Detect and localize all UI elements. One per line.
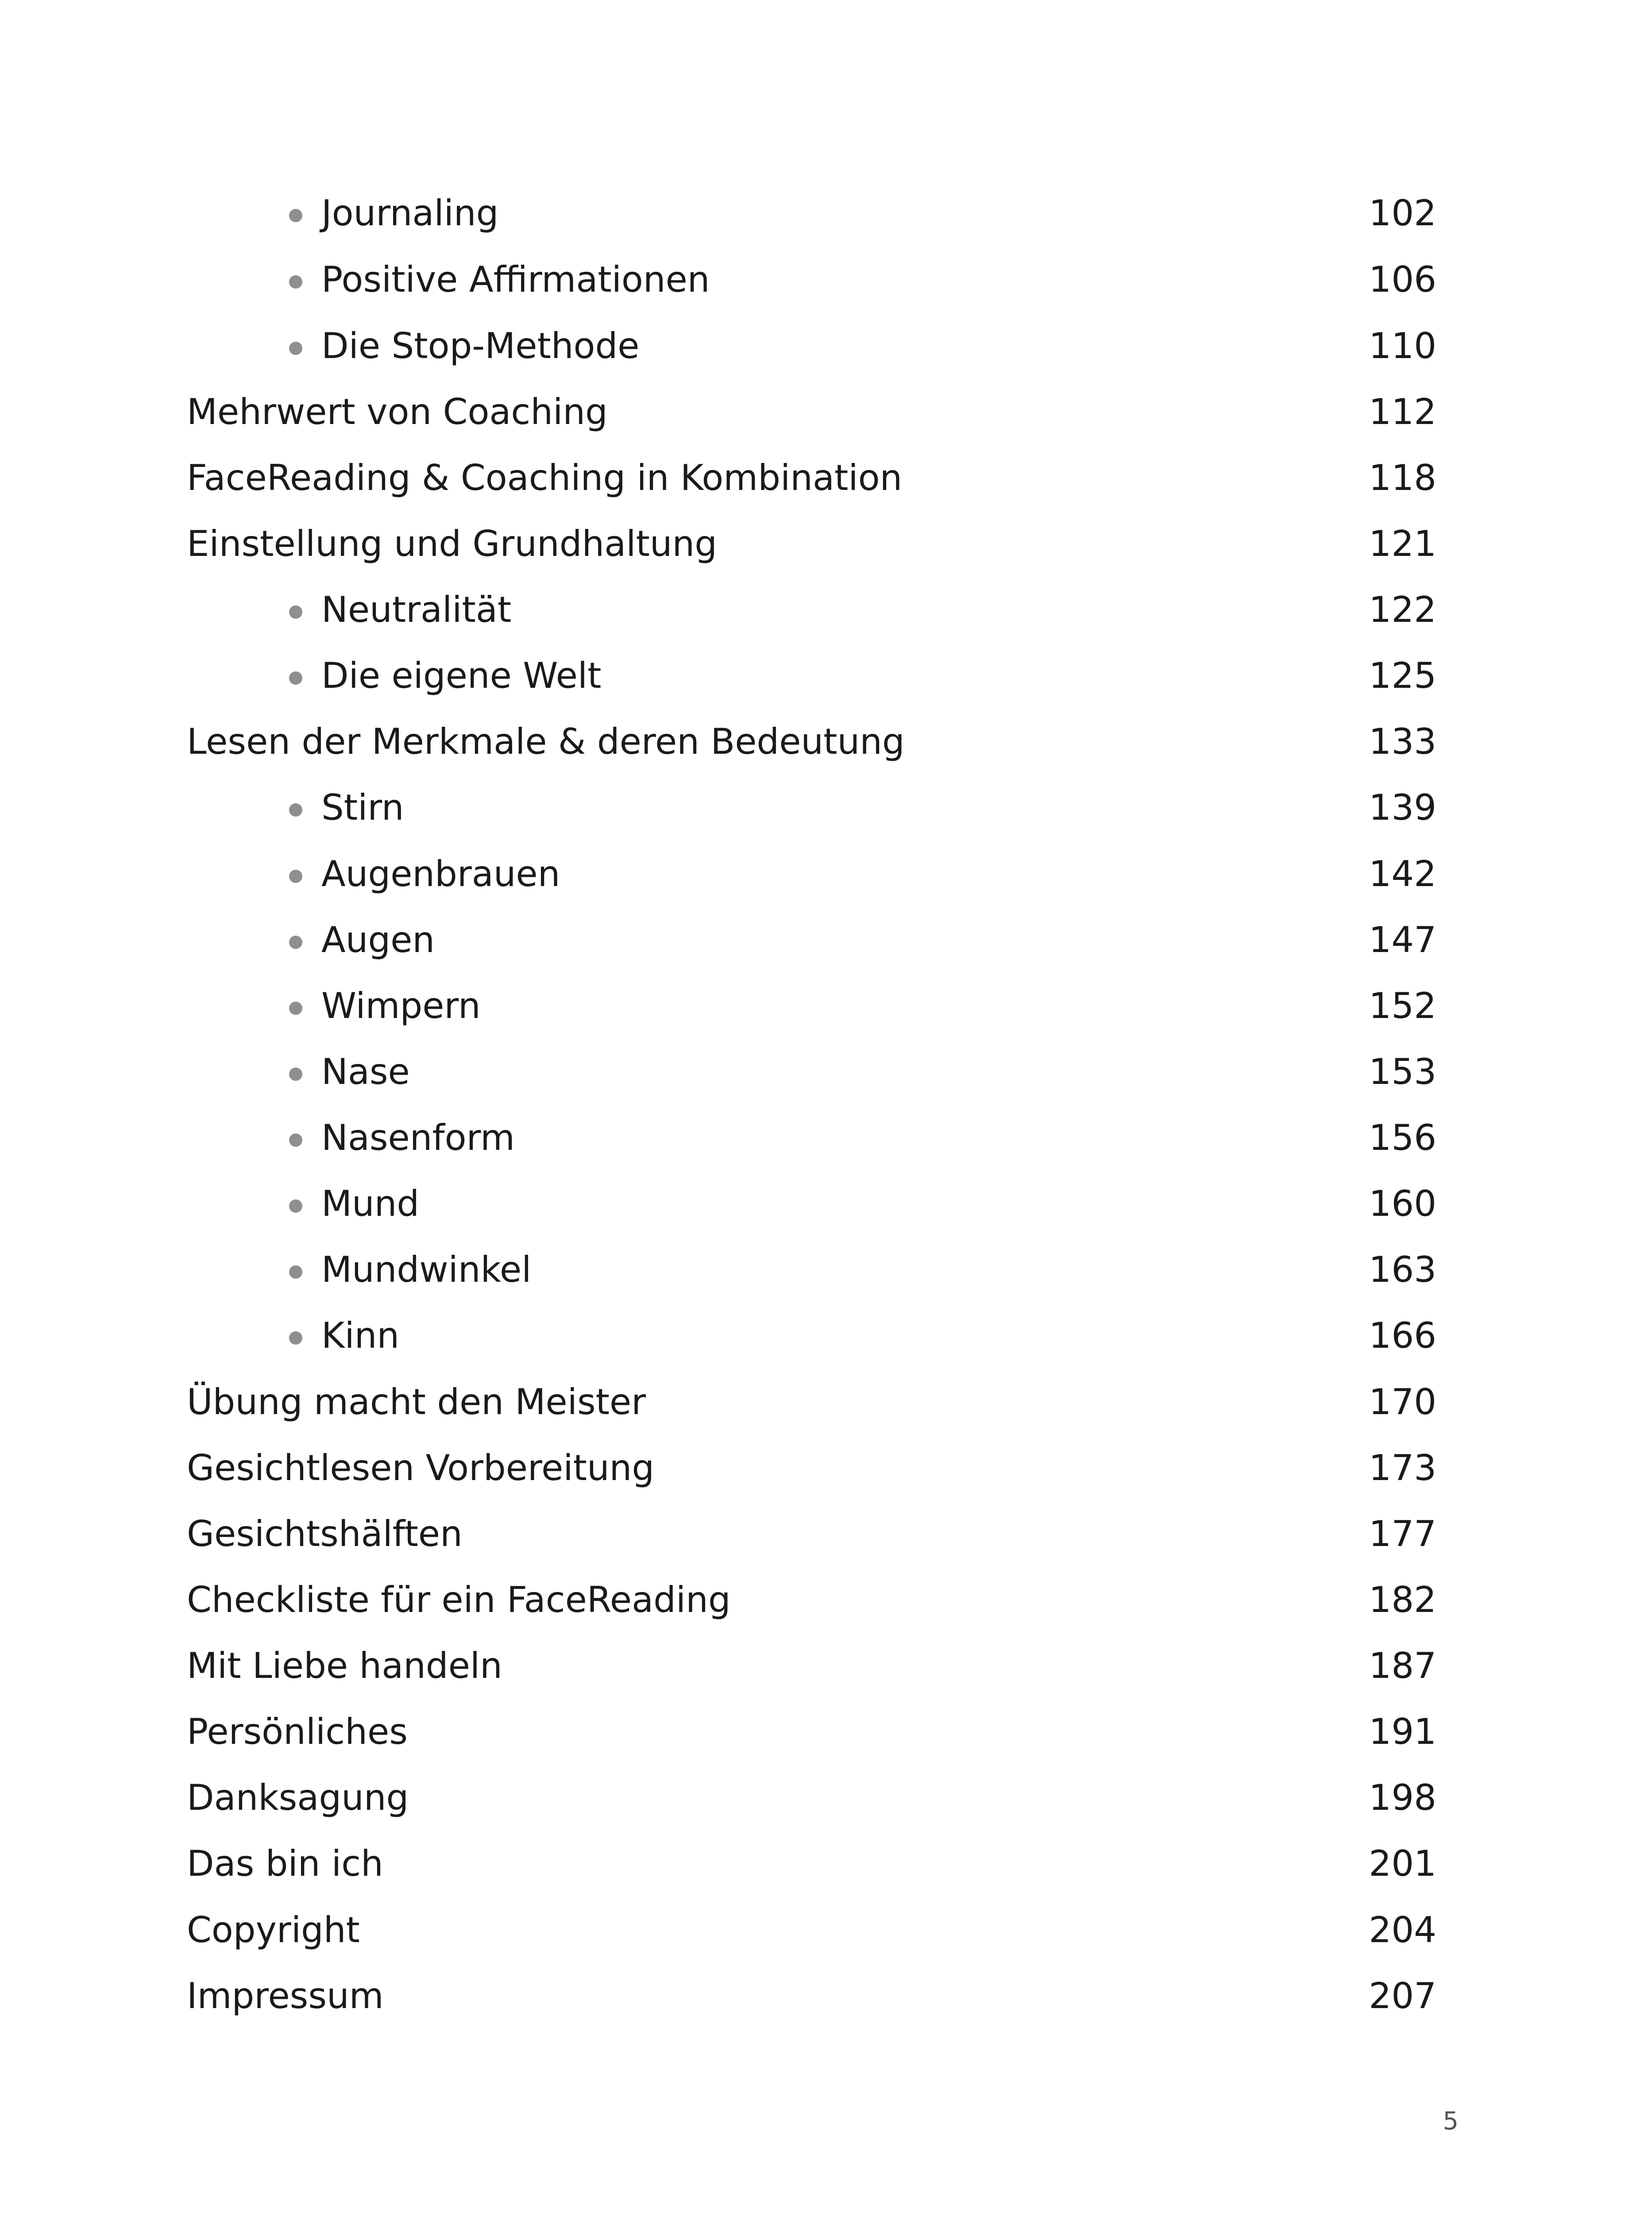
toc-entry-page: 106 xyxy=(1369,259,1436,300)
toc-entry-title: Wimpern xyxy=(321,985,481,1026)
toc-entry-title: FaceReading & Coaching in Kombination xyxy=(187,457,903,498)
bullet-icon xyxy=(289,1199,302,1213)
toc-entry-title: Augen xyxy=(321,919,435,960)
toc-entry xyxy=(0,1381,1652,1451)
toc-entry-title: Mundwinkel xyxy=(321,1249,532,1290)
toc-entry-title: Gesichtshälften xyxy=(187,1513,463,1554)
toc-entry xyxy=(0,853,1652,923)
toc-entry xyxy=(0,1513,1652,1583)
bullet-icon xyxy=(289,275,302,289)
toc-entry xyxy=(0,787,1652,856)
toc-entry xyxy=(0,1249,1652,1319)
toc-entry-page: 156 xyxy=(1369,1117,1436,1158)
toc-entry-page: 201 xyxy=(1369,1843,1436,1884)
toc-entry xyxy=(0,1183,1652,1253)
toc-entry-page: 139 xyxy=(1369,787,1436,828)
toc-entry-page: 110 xyxy=(1369,325,1436,366)
toc-entry-page: 182 xyxy=(1369,1579,1436,1620)
toc-entry-title: Persönliches xyxy=(187,1711,408,1752)
toc-entry-title: Kinn xyxy=(321,1315,400,1356)
toc-entry xyxy=(0,721,1652,790)
bullet-icon xyxy=(289,870,302,883)
toc-entry xyxy=(0,1051,1652,1121)
toc-entry xyxy=(0,1909,1652,1979)
toc-entry-page: 166 xyxy=(1369,1315,1436,1356)
bullet-icon xyxy=(289,1002,302,1015)
toc-entry-page: 142 xyxy=(1369,853,1436,894)
toc-entry-page: 102 xyxy=(1369,193,1436,234)
bullet-icon xyxy=(289,803,302,817)
toc-entry xyxy=(0,985,1652,1055)
bullet-icon xyxy=(289,1133,302,1147)
toc-entry-title: Mund xyxy=(321,1183,420,1224)
toc-entry-title: Augenbrauen xyxy=(321,853,560,894)
toc-entry-page: 122 xyxy=(1369,589,1436,630)
toc-entry xyxy=(0,1711,1652,1781)
toc-entry-page: 147 xyxy=(1369,919,1436,960)
bullet-icon xyxy=(289,671,302,685)
toc-entry-title: Copyright xyxy=(187,1909,360,1951)
toc-entry xyxy=(0,523,1652,593)
toc-entry-page: 112 xyxy=(1369,391,1436,432)
toc-entry-page: 152 xyxy=(1369,985,1436,1026)
toc-entry xyxy=(0,1843,1652,1912)
toc-entry-page: 177 xyxy=(1369,1513,1436,1554)
page-number: 5 xyxy=(1443,2107,1459,2136)
toc-entry xyxy=(0,457,1652,527)
toc-entry-page: 153 xyxy=(1369,1051,1436,1092)
toc-entry-title: Journaling xyxy=(321,193,499,234)
bullet-icon xyxy=(289,1068,302,1081)
bullet-icon xyxy=(289,209,302,222)
toc-entry-page: 187 xyxy=(1369,1645,1436,1686)
toc-entry-title: Das bin ich xyxy=(187,1843,383,1884)
toc-entry-page: 173 xyxy=(1369,1447,1436,1488)
toc-entry-page: 191 xyxy=(1369,1711,1436,1752)
toc-entry xyxy=(0,1117,1652,1187)
toc-entry-page: 118 xyxy=(1369,457,1436,498)
toc-entry-title: Einstellung und Grundhaltung xyxy=(187,523,718,564)
toc-entry xyxy=(0,1645,1652,1715)
toc-entry-title: Nasenform xyxy=(321,1117,515,1158)
toc-entry-page: 170 xyxy=(1369,1381,1436,1423)
toc-entry xyxy=(0,1447,1652,1517)
toc-entry-title: Die eigene Welt xyxy=(321,655,602,696)
toc-entry-page: 198 xyxy=(1369,1777,1436,1818)
toc-entry-page: 125 xyxy=(1369,655,1436,696)
toc-entry xyxy=(0,589,1652,659)
toc-entry-page: 160 xyxy=(1369,1183,1436,1224)
bullet-icon xyxy=(289,936,302,949)
toc-entry xyxy=(0,325,1652,395)
toc-entry-title: Nase xyxy=(321,1051,410,1092)
toc-entry-title: Impressum xyxy=(187,1975,384,2016)
toc-entry-page: 207 xyxy=(1369,1975,1436,2016)
toc-entry-title: Lesen der Merkmale & deren Bedeutung xyxy=(187,721,905,762)
toc-entry xyxy=(0,1579,1652,1649)
bullet-icon xyxy=(289,342,302,355)
toc-entry-title: Neutralität xyxy=(321,589,512,630)
bullet-icon xyxy=(289,1265,302,1279)
toc-entry xyxy=(0,259,1652,328)
toc-entry-page: 204 xyxy=(1369,1909,1436,1951)
toc-entry-title: Positive Affirmationen xyxy=(321,259,710,300)
bullet-icon xyxy=(289,1331,302,1345)
toc-entry-title: Mehrwert von Coaching xyxy=(187,391,608,432)
toc-entry xyxy=(0,655,1652,725)
toc-entry xyxy=(0,1315,1652,1384)
toc-entry-page: 121 xyxy=(1369,523,1436,564)
toc-entry-title: Die Stop-Methode xyxy=(321,325,640,366)
bullet-icon xyxy=(289,605,302,619)
toc-entry-page: 133 xyxy=(1369,721,1436,762)
toc-entry-page: 163 xyxy=(1369,1249,1436,1290)
toc-entry xyxy=(0,1975,1652,2045)
toc-entry-title: Danksagung xyxy=(187,1777,409,1818)
toc-entry-title: Mit Liebe handeln xyxy=(187,1645,502,1686)
toc-entry xyxy=(0,193,1652,262)
toc-entry-title: Stirn xyxy=(321,787,404,828)
toc-entry-title: Gesichtlesen Vorbereitung xyxy=(187,1447,655,1488)
toc-entry xyxy=(0,391,1652,461)
toc-entry-title: Checkliste für ein FaceReading xyxy=(187,1579,731,1620)
toc-entry-title: Übung macht den Meister xyxy=(187,1381,646,1423)
toc-entry xyxy=(0,919,1652,989)
toc-entry xyxy=(0,1777,1652,1847)
